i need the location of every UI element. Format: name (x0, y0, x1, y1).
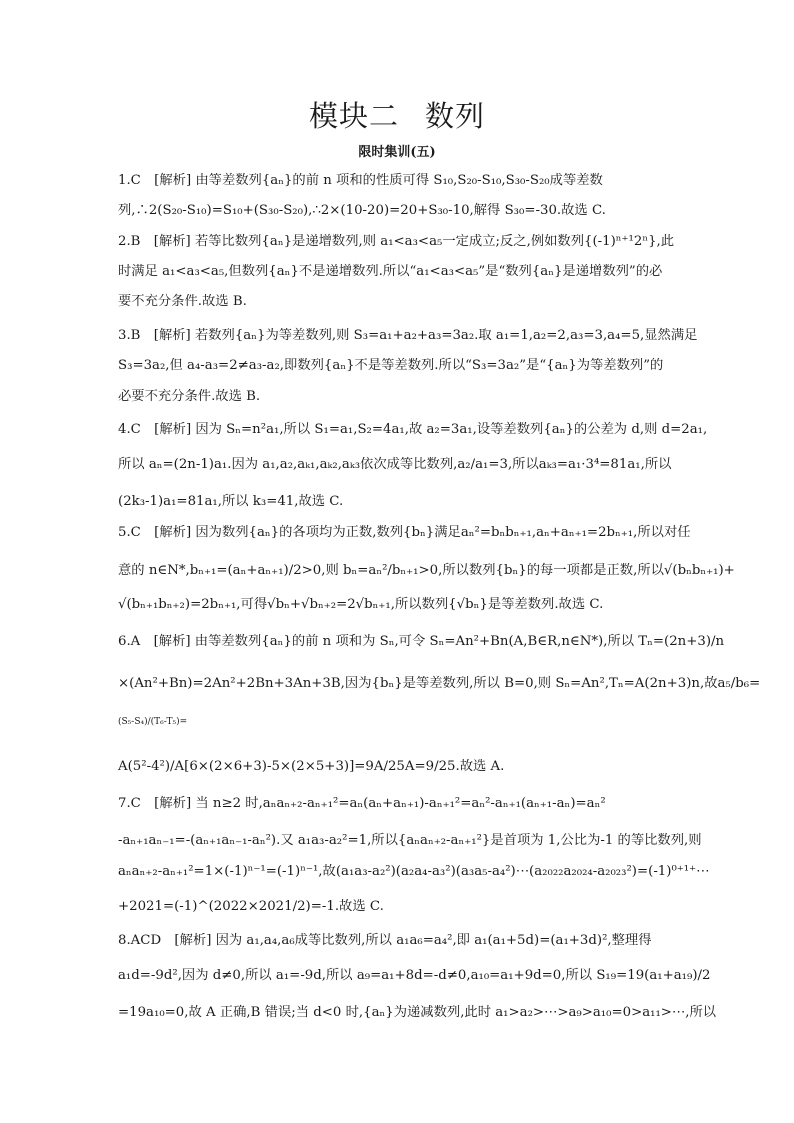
text-line: (S₅-S₄)/(T₆-T₅)= (118, 717, 188, 727)
text-line: 5.C [解析] 因为数列{aₙ}的各项均为正数,数列{bₙ}满足aₙ²=bₙbₙ₊₁,aₙ+aₙ₊₁=2bₙ₊₁,所以对任 (118, 525, 691, 540)
text-line: 时满足 a₁<a₃<a₅,但数列{aₙ}不是递增数列.所以“a₁<a₃<a₅”是“数列{aₙ}是递增数列”的必 (118, 264, 663, 279)
title-topic: 数列 (425, 99, 486, 133)
text-line: 意的 n∈N*,bₙ₊₁=(aₙ+aₙ₊₁)/2>0,则 bₙ=aₙ²/bₙ₊₁>0,所以数列{bₙ}的每一项都是正数,所以√(bₙbₙ₊₁)+ (118, 563, 735, 578)
text-line: S₃=3a₂,但 a₄-a₃=2≠a₃-a₂,即数列{aₙ}不是等差数列.所以“S₃=3a₂”是“{aₙ}为等差数列”的 (118, 358, 664, 373)
text-line: aₙaₙ₊₂-aₙ₊₁²=1×(-1)ⁿ⁻¹=(-1)ⁿ⁻¹,故(a₁a₃-a₂²)(a₂a₄-a₃²)(a₃a₅-a₄²)⋯(a₂₀₂₂a₂₀₂₄-a₂₀₂₃²)=(-1)⁰⁺¹⁺⋯ (118, 864, 710, 879)
text-line: ×(An²+Bn)=2An²+2Bn+3An+3B,因为{bₙ}是等差数列,所以 B=0,则 Sₙ=An²,Tₙ=A(2n+3)n,故a₅/b₆= (118, 676, 761, 691)
text-line: +2021=(-1)^(2022×2021/2)=-1.故选 C. (118, 899, 384, 914)
text-line: 3.B [解析] 若数列{aₙ}为等差数列,则 S₃=a₁+a₂+a₃=3a₂.取 a₁=1,a₂=2,a₃=3,a₄=5,显然满足 (118, 328, 698, 343)
text-line: A(5²-4²)/A[6×(2×6+3)-5×(2×5+3)]=9A/25A=9/25.故选 A. (118, 759, 505, 774)
text-line: 所以 aₙ=(2n-1)a₁.因为 a₁,a₂,aₖ₁,aₖ₂,aₖ₃依次成等比数列,a₂/a₁=3,所以aₖ₃=a₁·3⁴=81a₁,所以 (118, 457, 672, 472)
text-line: 7.C [解析] 当 n≥2 时,aₙaₙ₊₂-aₙ₊₁²=aₙ(aₙ+aₙ₊₁)-aₙ₊₁²=aₙ²-aₙ₊₁(aₙ₊₁-aₙ)=aₙ² (118, 796, 606, 811)
title-module: 模块二 (308, 99, 399, 133)
text-line: 要不充分条件.故选 B. (118, 294, 247, 309)
text-line: (2k₃-1)a₁=81a₁,所以 k₃=41,故选 C. (118, 494, 344, 509)
text-line: 1.C [解析] 由等差数列{aₙ}的前 n 项和的性质可得 S₁₀,S₂₀-S₁₀,S₃₀-S₂₀成等差数 (118, 173, 603, 188)
text-line: 2.B [解析] 若等比数列{aₙ}是递增数列,则 a₁<a₃<a₅一定成立;反之,例如数列{(-1)ⁿ⁺¹2ⁿ},此 (118, 234, 675, 249)
text-line: 必要不充分条件.故选 B. (118, 389, 261, 404)
text-line: =19a₁₀=0,故 A 正确,B 错误;当 d<0 时,{aₙ}为递减数列,此时 a₁>a₂>⋯>a₉>a₁₀=0>a₁₁>⋯,所以 (118, 1005, 717, 1020)
text-line: 列,∴2(S₂₀-S₁₀)=S₁₀+(S₃₀-S₂₀),∴2×(10-20)=20+S₃₀-10,解得 S₃₀=-30.故选 C. (118, 203, 606, 218)
page-subtitle: 限时集训(五) (358, 145, 436, 160)
text-line: a₁d=-9d²,因为 d≠0,所以 a₁=-9d,所以 a₉=a₁+8d=-d≠0,a₁₀=a₁+9d=0,所以 S₁₉=19(a₁+a₁₉)/2 (118, 968, 711, 983)
text-line: 6.A [解析] 由等差数列{aₙ}的前 n 项和为 Sₙ,可令 Sₙ=An²+Bn(A,B∈R,n∈N*),所以 Tₙ=(2n+3)/n (118, 634, 725, 649)
text-line: √(bₙ₊₁bₙ₊₂)=2bₙ₊₁,可得√bₙ+√bₙ₊₂=2√bₙ₊₁,所以数列{√bₙ}是等差数列.故选 C. (118, 597, 604, 612)
page-title (0, 94, 794, 135)
text-line: 4.C [解析] 因为 Sₙ=n²a₁,所以 S₁=a₁,S₂=4a₁,故 a₂=3a₁,设等差数列{aₙ}的公差为 d,则 d=2a₁, (118, 422, 708, 437)
text-line: 8.ACD [解析] 因为 a₁,a₄,a₆成等比数列,所以 a₁a₆=a₄²,即 a₁(a₁+5d)=(a₁+3d)²,整理得 (118, 933, 652, 948)
text-line: -aₙ₊₁aₙ₋₁=-(aₙ₊₁aₙ₋₁-aₙ²).又 a₁a₃-a₂²=1,所以{aₙaₙ₊₂-aₙ₊₁²}是首项为 1,公比为-1 的等比数列,则 (118, 833, 702, 848)
